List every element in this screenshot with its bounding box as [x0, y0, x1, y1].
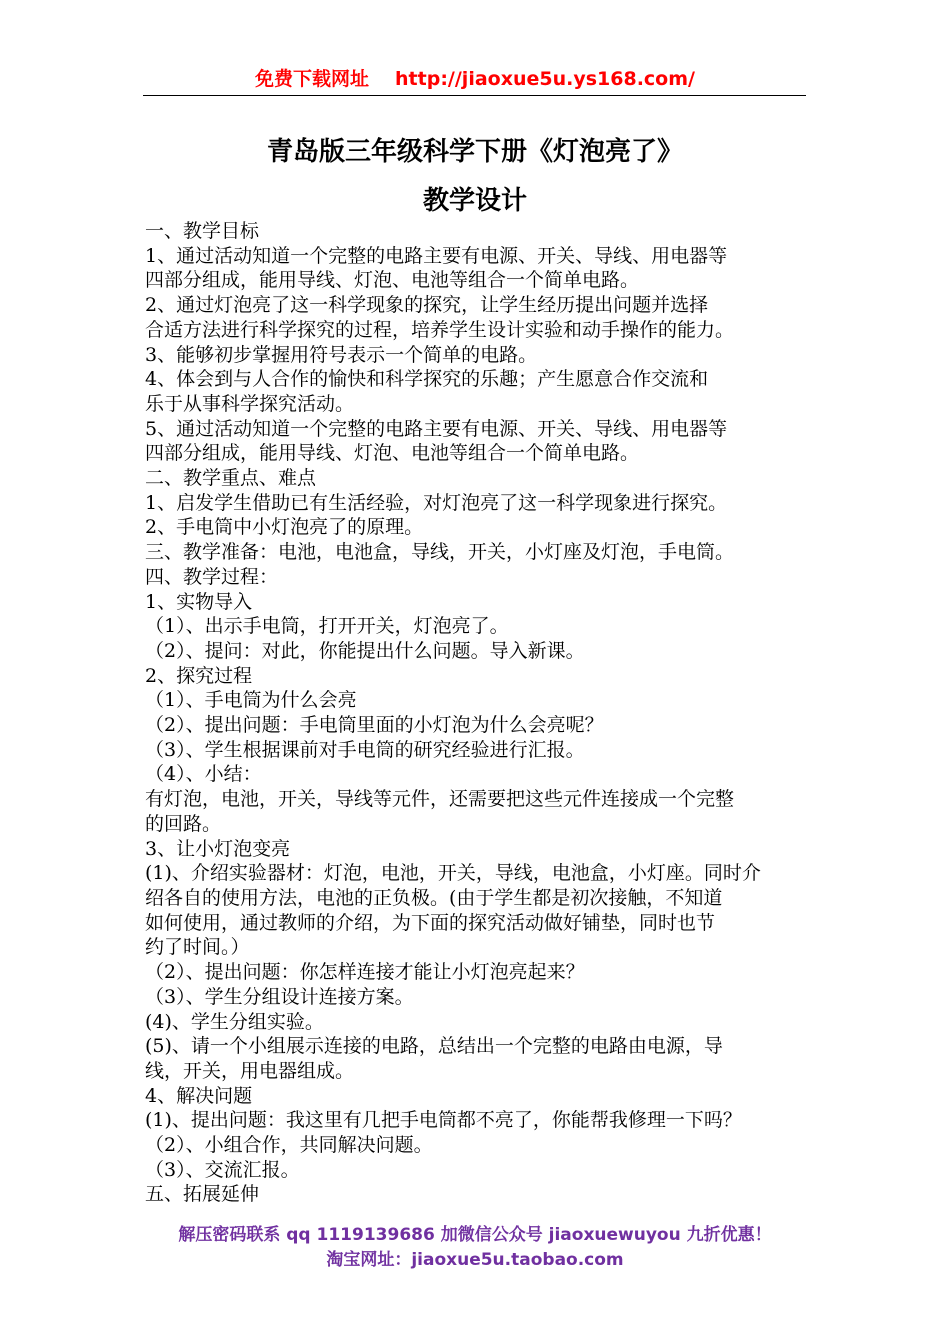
body-line: 2、探究过程 — [145, 664, 253, 687]
body-line: 有灯泡，电池，开关，导线等元件，还需要把这些元件连接成一个完整 — [145, 788, 735, 811]
body-line: （3）、交流汇报。 — [145, 1158, 300, 1181]
body-line: 乐于从事科学探究活动。 — [145, 392, 355, 415]
body-line: 3、让小灯泡变亮 — [145, 837, 291, 860]
body-line: 绍各自的使用方法，电池的正负极。(由于学生都是初次接触，不知道 — [145, 886, 723, 909]
body-line: （2）、小组合作，共同解决问题。 — [145, 1134, 433, 1157]
body-line: 2、通过灯泡亮了这一科学现象的探究，让学生经历提出问题并选择 — [145, 294, 709, 317]
body-line: 2、手电筒中小灯泡亮了的原理。 — [145, 516, 424, 539]
body-line: （3）、学生根据课前对手电筒的研究经验进行汇报。 — [145, 738, 585, 761]
body-line: 二、教学重点、难点 — [145, 467, 317, 490]
download-header — [0, 64, 950, 91]
body-line: (4)、学生分组实验。 — [145, 1010, 324, 1033]
download-url-link[interactable]: http://jiaoxue5u.ys168.com/ — [395, 68, 695, 90]
page-subtitle: 教学设计 — [422, 186, 527, 216]
header-divider — [143, 95, 806, 96]
body-line: 1、通过活动知道一个完整的电路主要有电源、开关、导线、用电器等 — [145, 244, 728, 267]
body-line: （2）、提问：对此，你能提出什么问题。导入新课。 — [145, 639, 585, 662]
body-line: (5)、请一个小组展示连接的电路，总结出一个完整的电路由电源，导 — [145, 1035, 723, 1058]
body-line: 3、能够初步掌握用符号表示一个简单的电路。 — [145, 343, 538, 366]
body-line: （3）、学生分组设计连接方案。 — [145, 985, 414, 1008]
body-line: 1、实物导入 — [145, 590, 253, 613]
body-line: 五、拓展延伸 — [145, 1183, 260, 1206]
body-line: (1)、介绍实验器材：灯泡，电池，开关，导线，电池盒，小灯座。同时介 — [145, 862, 761, 885]
body-line: （1）、手电筒为什么会亮 — [145, 689, 357, 712]
body-line: 一、教学目标 — [145, 220, 260, 242]
body-line: 4、解决问题 — [145, 1084, 253, 1107]
body-line: 四部分组成，能用导线、灯泡、电池等组合一个简单电路。 — [145, 269, 640, 292]
download-label: 免费下载网址 — [255, 68, 370, 90]
body-line: 线，开关，用电器组成。 — [145, 1059, 355, 1082]
body-line: 1、启发学生借助已有生活经验，对灯泡亮了这一科学现象进行探究。 — [145, 491, 728, 514]
body-line: 5、通过活动知道一个完整的电路主要有电源、开关、导线、用电器等 — [145, 417, 728, 440]
body-line: (1)、提出问题：我这里有几把手电筒都不亮了，你能帮我修理一下吗？ — [145, 1109, 742, 1132]
body-line: 四、教学过程： — [145, 565, 279, 588]
body-line: 的回路。 — [145, 812, 222, 835]
body-line: （2）、提出问题：你怎样连接才能让小灯泡亮起来？ — [145, 961, 585, 984]
page-title: 青岛版三年级科学下册《灯泡亮了》 — [266, 137, 683, 167]
body-line: 三、教学准备：电池，电池盒，导线，开关，小灯座及灯泡，手电筒。 — [145, 541, 735, 564]
body-line: （4）、小结： — [145, 763, 262, 786]
body-line: 4、体会到与人合作的愉快和科学探究的乐趣；产生愿意合作交流和 — [145, 368, 709, 391]
footer-shop-link[interactable]: 淘宝网址：jiaoxue5u.taobao.com — [326, 1250, 624, 1270]
footer-contact: 解压密码联系 qq 1119139686 加微信公众号 jiaoxuewuyou 九折优惠！ — [178, 1225, 772, 1245]
document-body — [145, 219, 815, 1207]
body-line: （2）、提出问题：手电筒里面的小灯泡为什么会亮呢？ — [145, 714, 604, 737]
body-line: 如何使用，通过教师的介绍，为下面的探究活动做好铺垫，同时也节 — [145, 911, 716, 934]
body-line: 四部分组成，能用导线、灯泡、电池等组合一个简单电路。 — [145, 442, 640, 465]
body-line: 约了时间。） — [145, 936, 250, 959]
body-line: （1）、出示手电筒，打开开关，灯泡亮了。 — [145, 615, 509, 638]
body-line: 合适方法进行科学探究的过程，培养学生设计实验和动手操作的能力。 — [145, 318, 735, 341]
